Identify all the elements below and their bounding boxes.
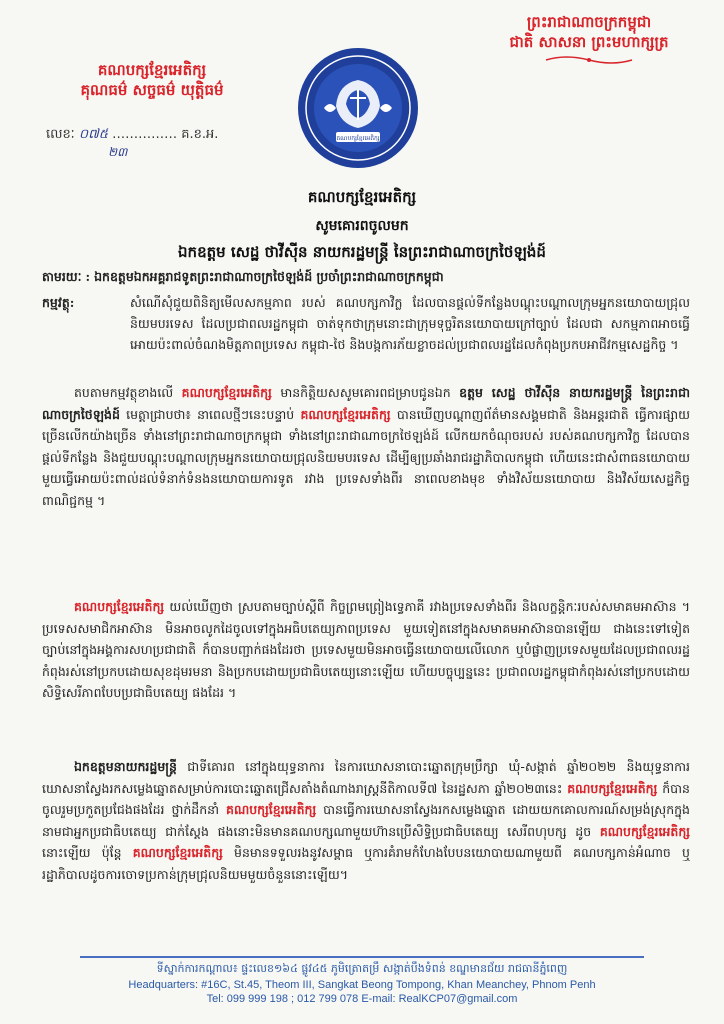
party-name-inline: គណបក្សខ្មែរអេតិក្ស: [567, 780, 658, 796]
kingdom-title: ព្រះរាជាណាចក្រកម្ពុជា: [526, 13, 652, 31]
ref-label: លេខៈ: [46, 127, 75, 142]
subject-block: កម្មវត្ថុ: សំណើសុំជួយពិនិត្យមើលសកម្មភាព របស់ គណបក្សកាវិក្ល ដែលបានផ្តល់ទីកន្លែងបណ្តុះបណ្តាលក្រុមអ្នកនយោបាយជ្រុលនិយមបរទេស ដែលប្រជាពលរដ្ឋកម្ពុជា ចាត់ទុកថាក្រុមនោះជាក្រុមទុច្ចរិតនយោបាយក្រៅច្បាប់ ដែលជា សកម្មភាពអាចធ្វើអោយប៉ះពាល់ចំណងមិត្តភាពប្រទេស កម្ពុជា-ថៃ និងបង្កការភ័យខ្លាចដល់ប្រជាពលរដ្ឋដែលកំពុងប្រកបអាជីវកម្មសេដ្ឋកិច្ច ។: [42, 292, 690, 355]
p1-text-2: មានកិត្តិយសសូមគោរពជម្រាបជូនឯក: [280, 385, 451, 400]
party-logo-seal: [296, 46, 420, 170]
p3-salutation: ឯកឧត្តមនាយករដ្ឋមន្ត្រី: [74, 759, 177, 774]
p3-text-1: ជាទីគោរព នៅក្នុងយុទ្ធនាការ នៃការឃោសនាបោះឆ្នោតក្រុមប្រឹក្សា ឃុំ-សង្កាត់ ឆ្នាំ២០២២ និងយុទ្ធនាការឃោសនាស្វែងរកសម្លេងឆ្នោតសម្រាប់ការបោះឆ្នោតជ្រើសតាំងតំណាងរាស្ត្រនីតិកាលទី៧ នៃរដ្ឋសភា ឆ្នាំ២០២៣នេះ: [42, 759, 690, 796]
body-paragraph-1: [42, 382, 690, 511]
body-paragraph-3: [42, 756, 690, 885]
p1-text-1: តបតាមកម្មវត្ថុខាងលើ: [74, 385, 174, 400]
logo-caption: គណបក្សខ្មែរអេតិក្ស: [336, 135, 380, 142]
addressee-heading: ឯកឧត្តម សេដ្ឋ ថាវីស៊ីន នាយករដ្ឋមន្ត្រី នៃព្រះរាជាណាចក្រថៃឡង់ដ៍: [178, 243, 546, 261]
party-name-header: គណបក្សខ្មែរអេតិក្ស: [97, 61, 207, 79]
p1-addressee: ឧត្តម សេដ្ឋ ថាវីស៊ីន នាយករដ្ឋមន្ត្រី នៃព្រះរាជាណាចក្រថៃឡង់ដ៍: [42, 385, 690, 422]
p2-text-1: យល់ឃើញថា ស្របតាមច្បាប់ស្តីពី កិច្ចព្រមព្រៀងទ្វេភាគី រវាងប្រទេសទាំងពីរ និងលក្ខន្តិកៈរបស់សមាគមអាស៊ាន ។ ប្រទេសសមាជិកអាស៊ាន មិនអាចលូកដៃចូលទៅក្នុងអធិបតេយ្យភាពប្រទេស មួយទៀតនៅក្នុងសមាគមអាស៊ានបានឡើយ ជាងនេះទៅទៀត ច្បាប់នៅក្នុងអង្គការសហប្រជាជាតិ ក៏បានបញ្ជាក់ផងដែរថា ប្រទេសមួយមិនអាចធ្វើនយោបាយលើលោក ឬបំផ្លាញប្រទេសមួយដែលប្រជាពលរដ្ឋកំពុងរស់នៅប្រកបដោយសុខដុមរមនា និងប្រកបដោយប្រជាធិបតេយ្យនោះឡើយ ហើយបច្ចុប្បន្ននេះ ប្រជាពលរដ្ឋកម្ពុជាកំពុងរស់នៅប្រកបដោយសិទ្ធិសេរីភាពបែបប្រជាធិបតេយ្យ ផងដែរ ។: [42, 599, 690, 700]
ref-handwritten: ២៣: [108, 145, 128, 159]
footer-contact: Tel: 099 999 198 ; 012 799 078 E-mail: RealKCP07@gmail.com: [206, 993, 518, 1005]
subject-label: កម្មវត្ថុ: [42, 295, 70, 310]
ref-number: ០៧៥: [78, 127, 108, 142]
party-header: [62, 60, 242, 100]
kingdom-motto: ជាតិ សាសនា ព្រះមហាក្សត្រ: [509, 33, 669, 51]
p1-text-4: បានឃើញបណ្តាញព័ត៌មានសង្គមជាតិ និងអន្តរជាតិ ធ្វើការផ្សាយច្រើនលើកយ៉ាងច្រើន ទាំងនៅព្រះរាជាណាចក្រកម្ពុជា ទាំងនៅព្រះរាជាណាចក្រថៃឡង់ដ៍ លើកយកចំណុចរបស់ របស់គណបក្សកាវិក្ល ដែលបានផ្តល់ទីកន្លែង និងជួយបណ្តុះបណ្តាលក្រុមអ្នកនយោបាយជ្រុលនិយមបរទេស ដើម្បីឲ្យប្រឆាំងរាជរដ្ឋាភិបាលកម្ពុជា ហើយនេះជាសំពាធនយោបាយមួយធ្វើអោយប៉ះពាល់ដល់ទំនាក់ទំនងនយោបាយការទូត រវាង ប្រទេសទាំងពីរ នាពេលខាងមុខ ទាំងវិស័យនយោបាយ និងវិស័យសេដ្ឋកិច្ច ពាណិជ្ជកម្ម ។: [42, 406, 690, 508]
footer-divider: [80, 956, 644, 958]
party-name-inline: គណបក្សខ្មែរអេតិក្ស: [226, 802, 317, 817]
greeting-heading: សូមគោរពចូលមក: [315, 218, 409, 234]
p3-text-3: បានធ្វើការឃោសនាស្វែងរកសម្លេងឆ្នោត ដោយយកគោលការណ៍សម្រង់ស្រុកក្នុងនាមជាអ្នកប្រជាធិបតេយ្យ ជាក់ស្តែង ផងនោះមិនមានគណបក្សណាមួយហ៊ានប្រើសិទ្ធិប្រជាធិបតេយ្យ សេរីពហុបក្ស ដូច: [42, 802, 690, 839]
body-paragraph-2: [42, 596, 690, 704]
party-name-inline: គណបក្សខ្មែរអេតិក្ស: [599, 823, 690, 839]
p3-text-2: ក៏បានចូលរួមប្រកួតប្រជែងផងដែរ ថ្នាក់ដឹកនាំ: [42, 780, 690, 817]
party-name-inline: គណបក្សខ្មែរអេតិក្ស: [132, 845, 223, 860]
via-line: តាមរយៈ : ឯកឧត្តមឯកអគ្គរាជទូតព្រះរាជាណាចក្រថៃឡង់ដ៍ ប្រចាំព្រះរាជាណាចក្រកម្ពុជា: [42, 266, 690, 287]
party-name-inline: គណបក្សខ្មែរអេតិក្ស: [181, 385, 272, 400]
party-name-inline: គណបក្សខ្មែរអេតិក្ស: [74, 599, 165, 614]
footer-address-english: Headquarters: #16C, St.45, Theom III, Sangkat Beong Tompong, Khan Meanchey, Phnom Penh: [128, 979, 596, 991]
ref-suffix: គ.ខ.អ.: [181, 127, 219, 142]
via-label: តាមរយៈ: [42, 269, 82, 284]
footer-address-khmer: ទីស្នាក់ការកណ្តាល៖ ផ្ទះលេខ១៦៤ ផ្លូវ៤៥ ភូមិត្រោតម្រឹ សង្កាត់បឹងទំពន់ ខណ្ឌមានជ័យ រាជធានីភ្នំពេញ: [156, 962, 568, 975]
party-heading: គណបក្សខ្មែរអេតិក្ស: [307, 188, 417, 206]
kingdom-header: [494, 12, 684, 66]
ornament-icon: [544, 54, 634, 66]
reference-number: លេខៈ ០៧៥ …………… គ.ខ.អ. ២៣: [46, 126, 218, 145]
p1-text-3: មេត្តាជ្រាបថា៖ នាពេលថ្មីៗនេះបន្ទាប់: [126, 406, 295, 422]
party-motto: គុណធម៌ សច្ចធម៌ យុត្តិធម៌: [80, 81, 224, 99]
p3-text-5: មិនមានទទួលរងនូវសម្ពាធ ឬការគំរាមកំហែងបែបនយោបាយណាមួយពី គណបក្សកាន់អំណាច ឬ រដ្ឋាភិបាលដូចការចោទប្រកាន់ក្រុមជ្រុលនិយមមួយចំនួននោះឡើយ។: [42, 845, 690, 882]
party-name-inline: គណបក្សខ្មែរអេតិក្ស: [300, 406, 391, 422]
p3-text-4: នោះឡើយ ប៉ុន្តែ: [42, 845, 122, 860]
subject-text: សំណើសុំជួយពិនិត្យមើលសកម្មភាព របស់ គណបក្សកាវិក្ល ដែលបានផ្តល់ទីកន្លែងបណ្តុះបណ្តាលក្រុមអ្នកនយោបាយជ្រុលនិយមបរទេស ដែលប្រជាពលរដ្ឋកម្ពុជា ចាត់ទុកថាក្រុមនោះជាក្រុមទុច្ចរិតនយោបាយក្រៅច្បាប់ ដែលជា សកម្មភាពអាចធ្វើអោយប៉ះពាល់ចំណងមិត្តភាពប្រទេស កម្ពុជា-ថៃ និងបង្កការភ័យខ្លាចដល់ប្រជាពលរដ្ឋដែលកំពុងប្រកបអាជីវកម្មសេដ្ឋកិច្ច ។: [130, 295, 690, 352]
via-value: ឯកឧត្តមឯកអគ្គរាជទូតព្រះរាជាណាចក្រថៃឡង់ដ៍ ប្រចាំព្រះរាជាណាចក្រកម្ពុជា: [94, 269, 444, 284]
